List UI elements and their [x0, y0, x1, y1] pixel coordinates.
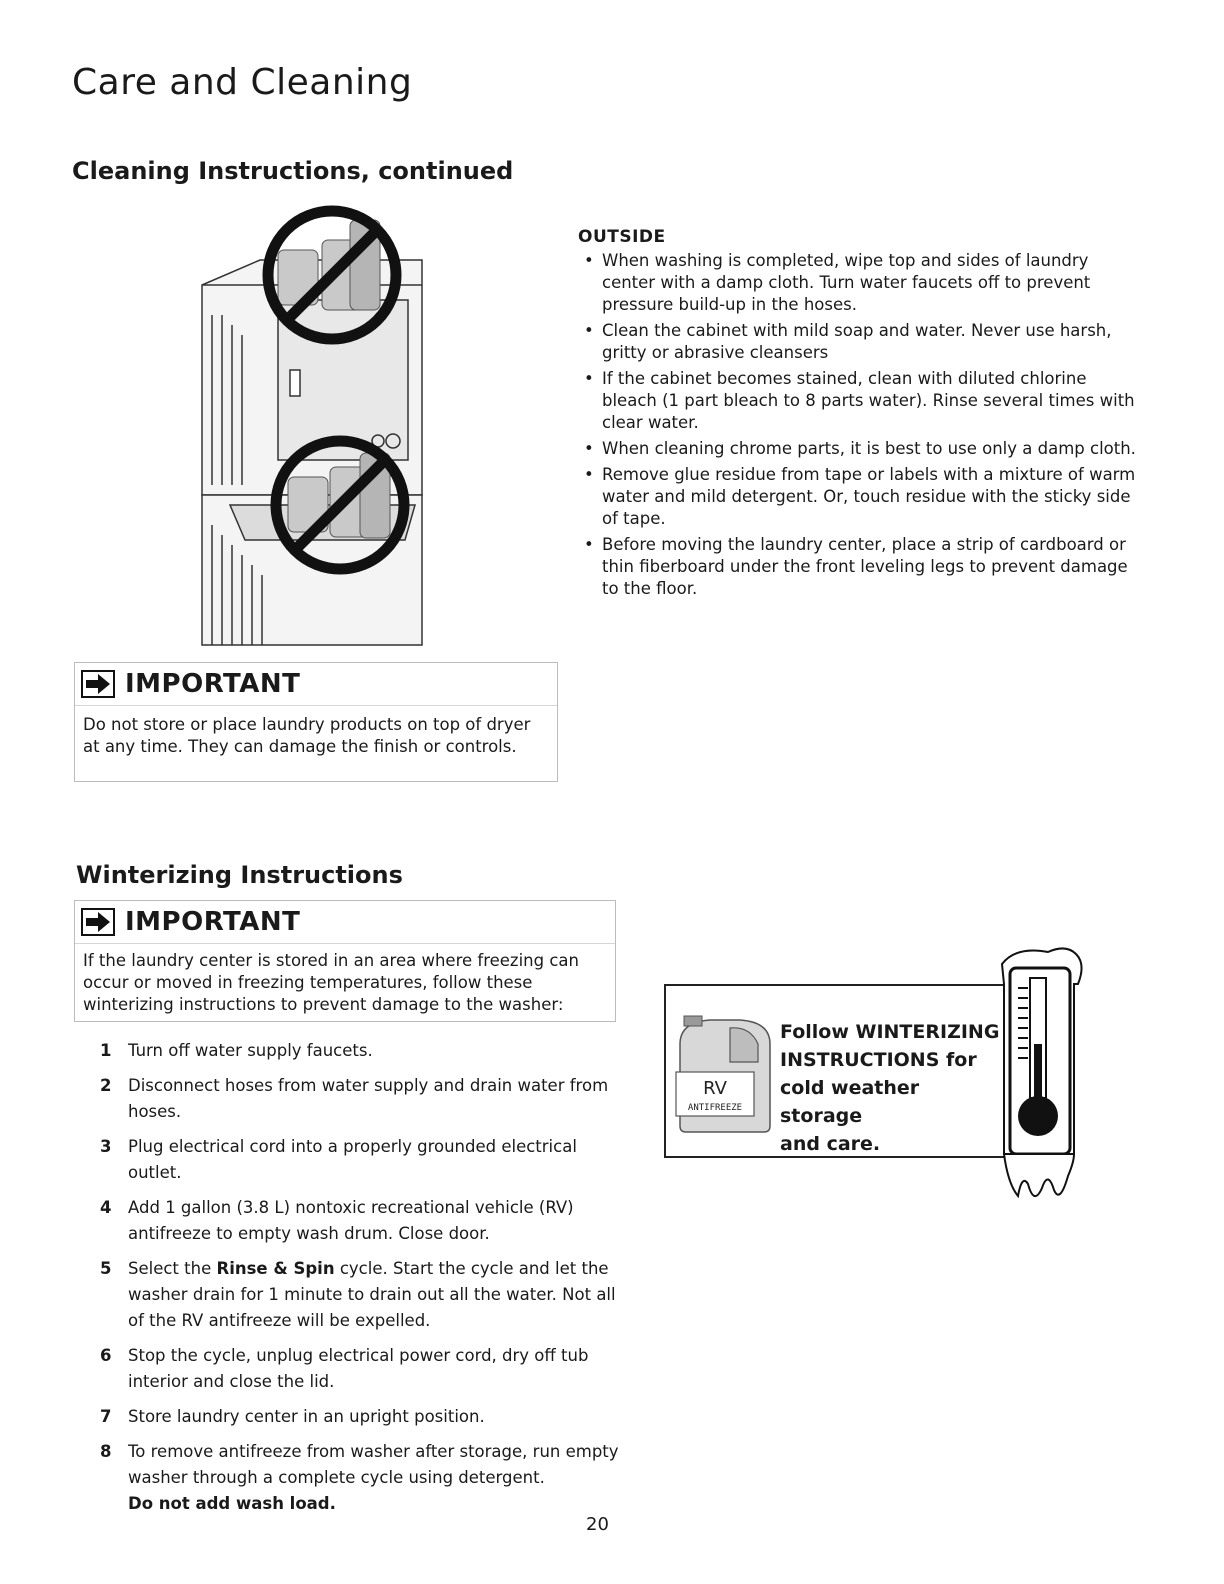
- page-number: 20: [586, 1514, 609, 1535]
- step-number: 5: [100, 1259, 112, 1278]
- list-item: [72, 1134, 632, 1186]
- callout-line-2: INSTRUCTIONS for: [780, 1049, 977, 1071]
- important-label: IMPORTANT: [125, 907, 301, 937]
- list-item: • When cleaning chrome parts, it is best to use only a damp cloth.: [578, 438, 1138, 460]
- list-item: [72, 1439, 632, 1517]
- laundry-center-illustration: [190, 205, 440, 665]
- list-item: • When washing is completed, wipe top and sides of laundry center with a damp cloth. Turn water faucets off to prevent pressure build-up in the hoses.: [578, 250, 1138, 316]
- step-number: 8: [100, 1442, 112, 1461]
- callout-line-3: cold weather storage: [780, 1077, 920, 1127]
- arrow-right-icon: [81, 908, 115, 936]
- outside-bullet-list: [578, 250, 1138, 600]
- step-number: 4: [100, 1198, 112, 1217]
- step-text: Turn off water supply faucets.: [128, 1041, 373, 1060]
- step-number: 3: [100, 1137, 112, 1156]
- step-number: 7: [100, 1407, 112, 1426]
- winterizing-callout: [664, 984, 1018, 1158]
- callout-text: [780, 1018, 1000, 1158]
- step-number: 1: [100, 1041, 112, 1060]
- step-text: Stop the cycle, unplug electrical power cord, dry off tub interior and close the lid.: [128, 1346, 589, 1391]
- callout-line-1: Follow WINTERIZING: [780, 1021, 1000, 1043]
- list-item: [72, 1404, 632, 1430]
- important-box-winterizing: [74, 900, 616, 1022]
- do-not-add-wash-load: Do not add wash load.: [128, 1494, 336, 1513]
- step-number: 6: [100, 1346, 112, 1365]
- list-item: [72, 1343, 632, 1395]
- list-item: • Remove glue residue from tape or labels with a mixture of warm water and mild detergent. Or, touch residue with the sticky side of tape.: [578, 464, 1138, 530]
- antifreeze-jug-icon: [670, 1014, 778, 1136]
- list-item: [72, 1038, 632, 1064]
- important-label: IMPORTANT: [125, 669, 301, 699]
- important-header: [75, 901, 615, 944]
- winterizing-section-title: Winterizing Instructions: [76, 861, 403, 889]
- important-text: Do not store or place laundry products on top of dryer at any time. They can damage the finish or controls.: [83, 715, 531, 756]
- step-text: Disconnect hoses from water supply and drain water from hoses.: [128, 1076, 609, 1121]
- winterizing-steps: [72, 1038, 632, 1526]
- outside-section: [578, 226, 1138, 604]
- step-text: Plug electrical cord into a properly grounded electrical outlet.: [128, 1137, 577, 1182]
- list-item: [72, 1256, 632, 1334]
- callout-line-4: and care.: [780, 1133, 881, 1155]
- outside-heading: OUTSIDE: [578, 227, 666, 247]
- list-item: • Before moving the laundry center, place a strip of cardboard or thin fiberboard under the front leveling legs to prevent damage to the floor.: [578, 534, 1138, 600]
- step-text: Add 1 gallon (3.8 L) nontoxic recreational vehicle (RV) antifreeze to empty wash drum. Close door.: [128, 1198, 574, 1243]
- thermometer-icon: [996, 944, 1084, 1206]
- cleaning-section-title: Cleaning Instructions, continued: [72, 157, 514, 185]
- page-title: Care and Cleaning: [72, 62, 413, 103]
- important-header: [75, 663, 557, 706]
- list-item: • If the cabinet becomes stained, clean with diluted chlorine bleach (1 part bleach to 8 parts water). Rinse several times with clear water.: [578, 368, 1138, 434]
- step-text-after: cycle. Start the cycle and let the washer drain for 1 minute to drain out all the water. Not all of the RV antifreeze will be expelled.: [128, 1259, 616, 1330]
- step-text-main: To remove antifreeze from washer after storage, run empty washer through a complete cycle using detergent.: [128, 1442, 619, 1487]
- important-box-cleaning: [74, 662, 558, 782]
- jug-label-rv: RV: [703, 1078, 727, 1099]
- step-text-before: Select the: [128, 1259, 217, 1278]
- step-text: [128, 1256, 632, 1334]
- step-text: [128, 1439, 632, 1517]
- rinse-spin-cycle-name: Rinse & Spin: [216, 1259, 335, 1278]
- list-item: [72, 1195, 632, 1247]
- important-text: If the laundry center is stored in an area where freezing can occur or moved in freezing temperatures, follow these winterizing instructions to prevent damage to the washer:: [83, 951, 579, 1014]
- step-text: Store laundry center in an upright position.: [128, 1407, 485, 1426]
- step-number: 2: [100, 1076, 112, 1095]
- arrow-right-icon: [81, 670, 115, 698]
- jug-label-antifreeze: ANTIFREEZE: [687, 1103, 743, 1113]
- list-item: [72, 1073, 632, 1125]
- list-item: • Clean the cabinet with mild soap and water. Never use harsh, gritty or abrasive cleansers: [578, 320, 1138, 364]
